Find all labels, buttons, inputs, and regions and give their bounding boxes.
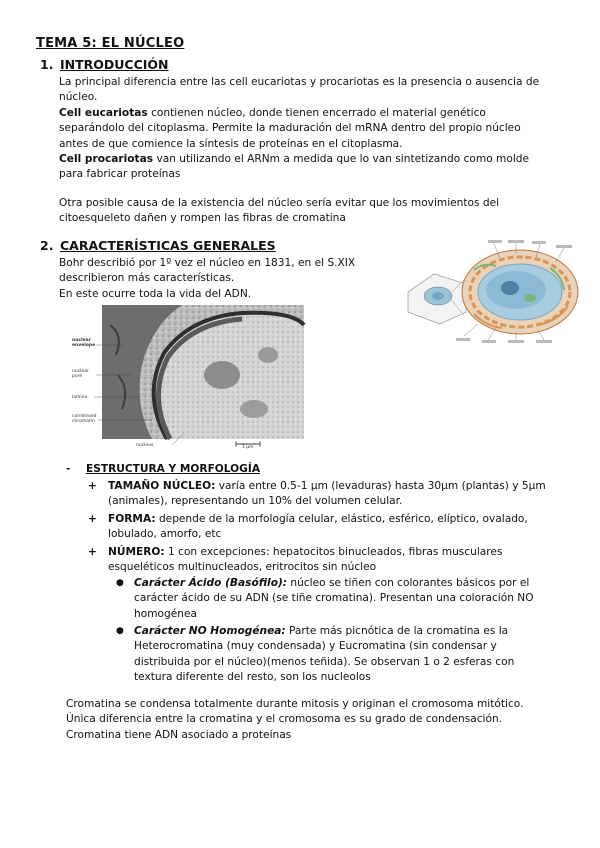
acid-line-1 — [134, 576, 548, 591]
intro-line-2: núcleo. — [59, 91, 98, 104]
cause-line-2: citoesqueleto dañen y rompen las fibras de cromatina — [59, 212, 346, 225]
number-label: NÚMERO: — [108, 546, 165, 558]
eukaryote-line-3: antes de que comience la síntesis de proteínas en el citoplasma. — [59, 137, 403, 150]
eukaryote-line-2: separándolo del citoplasma. Permite la maduración del mRNA dentro del propio núcleo — [59, 122, 521, 135]
label-condensed-chromatin — [72, 414, 97, 424]
size-line-1 — [108, 479, 548, 494]
acid-line-3: homogénea — [134, 607, 197, 620]
intro-line-1: La principal diferencia entre las cell eucariotas y procariotas es la presencia o ausencia de — [59, 76, 540, 88]
acid-line-2: carácter ácido de su ADN (se tiñe cromatina). Presentan una coloración NO — [134, 592, 534, 605]
section-2-number: 2. — [40, 238, 54, 253]
label-nucleus: nucleus — [136, 443, 154, 448]
cell-nucleus-drawing — [404, 240, 580, 344]
nonhom-text-1: Parte más picnótica de la cromatina es la — [285, 625, 509, 637]
prokaryote-text-1: van utilizando el ARNm a medida que lo van sintetizando como molde — [153, 153, 530, 166]
history-line-3: En este ocurre toda la vida del ADN. — [59, 287, 252, 300]
eukaryote-line-1 — [59, 106, 549, 121]
section-2-title: CARACTERÍSTICAS GENERALES — [60, 238, 276, 253]
label-scale: 1 µm — [242, 445, 254, 450]
bullet-size — [88, 479, 548, 510]
size-text-1: varía entre 0.5-1 µm (levaduras) hasta 30µm (plantas) y 5µm — [215, 480, 546, 492]
eukaryote-text-1: contienen núcleo, donde tienen encerrado el material genético — [147, 106, 486, 119]
subheading-title: ESTRUCTURA Y MORFOLOGÍA — [86, 463, 261, 475]
cause-line-1: Otra posible causa de la existencia del núcleo sería evitar que los movimientos del — [59, 197, 500, 209]
section-2-heading — [40, 238, 276, 253]
acid-label: Carácter Ácido (Basófilo): — [134, 577, 288, 589]
shape-line-1 — [108, 512, 548, 527]
size-label: TAMAÑO NÚCLEO: — [108, 480, 216, 492]
structure-subheading — [66, 463, 260, 475]
nonhom-line-2: Heterocromatina (muy condensada) y Eucromatina (sin condensar y — [134, 640, 497, 653]
chromatin-line-1: Cromatina se condensa totalmente durante mitosis y originan el cromosoma mitótico. — [66, 698, 524, 710]
shape-label: FORMA: — [108, 513, 156, 525]
size-line-2: (animales), representando un 10% del volumen celular. — [108, 495, 403, 508]
prokaryote-term: Cell procariotas — [59, 153, 154, 166]
history-line-1: Bohr describió por 1º vez el núcleo en 1831, en el S.XIX — [59, 257, 356, 269]
nonhom-line-3: distribuida por el núcleo)(menos teñida). Se observan 1 o 2 esferas con — [134, 655, 515, 668]
plus-marker: + — [88, 513, 97, 525]
chromatin-paragraph — [66, 697, 556, 743]
label-nuclear-pore-1: nuclear — [72, 369, 89, 374]
acid-text-1: núcleo se tiñen con colorantes básicos por el — [287, 577, 530, 589]
prokaryote-line-2: para fabricar proteínas — [59, 168, 181, 181]
chromatin-line-2: Única diferencia entre la cromatina y el cromosoma es su grado de condensación. — [66, 713, 503, 726]
label-nuclear-envelope-2: envelope — [72, 343, 96, 348]
bullet-number — [88, 545, 548, 576]
intro-paragraph — [59, 75, 549, 183]
label-lamina: lamina — [72, 395, 88, 400]
history-paragraph — [59, 256, 389, 302]
cause-paragraph — [59, 196, 549, 227]
plus-marker: + — [88, 480, 97, 492]
number-line-1 — [108, 545, 548, 560]
label-nuclear-pore — [72, 369, 89, 379]
eukaryote-term: Cell eucariotas — [59, 106, 148, 119]
nucleus-micrograph — [72, 305, 312, 451]
section-1-heading — [40, 57, 169, 72]
dot-marker: ● — [116, 626, 124, 636]
plus-marker: + — [88, 546, 97, 558]
label-condensed-1: condensed — [72, 414, 97, 419]
chromatin-line-3: Cromatina tiene ADN asociado a proteínas — [66, 728, 292, 741]
bullet-shape — [88, 512, 548, 543]
label-nuclear-envelope-1: nuclear — [72, 338, 91, 343]
label-condensed-2: chromatin — [72, 419, 95, 424]
nonhom-line-1 — [134, 624, 548, 639]
nonhom-label: Carácter NO Homogénea: — [134, 625, 286, 637]
dot-marker: ● — [116, 578, 124, 588]
document-title: TEMA 5: EL NÚCLEO — [36, 36, 185, 51]
nonhom-line-4: textura diferente del resto, son los nucleolos — [134, 671, 371, 684]
shape-line-2: lobulado, amorfo, etc — [108, 528, 222, 541]
label-nuclear-pore-2: pore — [72, 374, 83, 379]
subheading-dash: - — [66, 463, 71, 475]
cell-nucleus-illustration — [404, 240, 580, 344]
section-1-number: 1. — [40, 57, 54, 72]
prokaryote-line-1 — [59, 152, 549, 167]
history-line-2: describieron más características. — [59, 272, 235, 285]
micrograph-image — [72, 305, 312, 451]
number-line-2: esqueléticos multinucleados, eritrocitos sin núcleo — [108, 561, 377, 574]
bullet-acid-character — [116, 576, 548, 622]
label-nuclear-envelope — [72, 338, 95, 348]
number-text-1: 1 con excepciones: hepatocitos binucleados, fibras musculares — [164, 546, 503, 558]
section-1-title: INTRODUCCIÓN — [60, 57, 169, 72]
shape-text-1: depende de la morfología celular, elástico, esférico, elíptico, ovalado, — [155, 513, 528, 525]
bullet-non-homogeneous — [116, 624, 548, 686]
